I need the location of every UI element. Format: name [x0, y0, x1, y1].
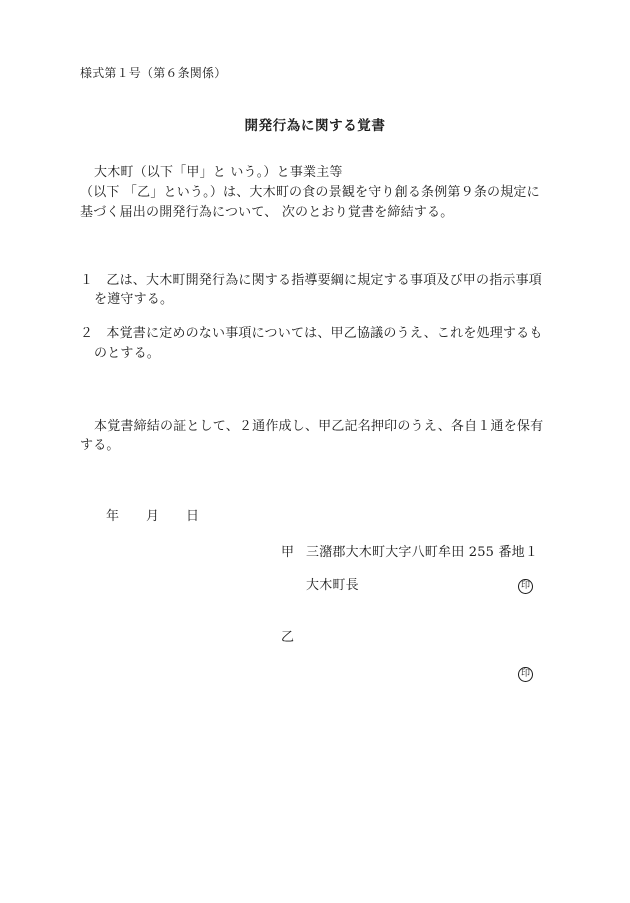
- party-b-seal-mark: 印: [518, 667, 533, 682]
- party-a-label: 甲: [281, 545, 295, 560]
- date-day-label: 日: [186, 509, 200, 524]
- document-title: 開発行為に関する覚書: [244, 118, 386, 134]
- closing-line-2: する。: [80, 438, 120, 453]
- date-year-label: 年: [106, 509, 120, 524]
- clause-1-line-2: を遵守する。: [94, 292, 174, 307]
- party-a-name: 大木町長: [306, 578, 359, 593]
- party-b-seal-icon: [518, 664, 533, 682]
- party-a-address: 三潴郡大木町大字八町牟田 255 番地１: [306, 545, 539, 560]
- party-b-label: 乙: [281, 630, 295, 645]
- intro-line-1: 大木町（以下「甲」と いう。）と事業主等: [94, 165, 343, 180]
- clause-2-line-2: のとする。: [94, 346, 161, 361]
- form-number: 様式第１号（第６条関係）: [80, 66, 227, 80]
- date-month-label: 月: [146, 509, 160, 524]
- clause-2-line-1: ２ 本覚書に定めのない事項については、甲乙協議のうえ、これを処理するも: [80, 326, 543, 341]
- intro-line-3: 基づく届出の開発行為について、 次のとおり覚書を締結する。: [80, 205, 454, 220]
- party-a-seal-mark: 印: [518, 579, 533, 594]
- party-a-seal-icon: [518, 576, 533, 594]
- intro-line-2: （以下 「乙」という。）は、大木町の食の景観を守り創る条例第９条の規定に: [80, 185, 540, 200]
- closing-line-1: 本覚書締結の証として、２通作成し、甲乙記名押印のうえ、各自１通を保有: [94, 419, 544, 434]
- clause-1-line-1: １ 乙は、大木町開発行為に関する指導要綱に規定する事項及び甲の指示事項: [80, 273, 543, 288]
